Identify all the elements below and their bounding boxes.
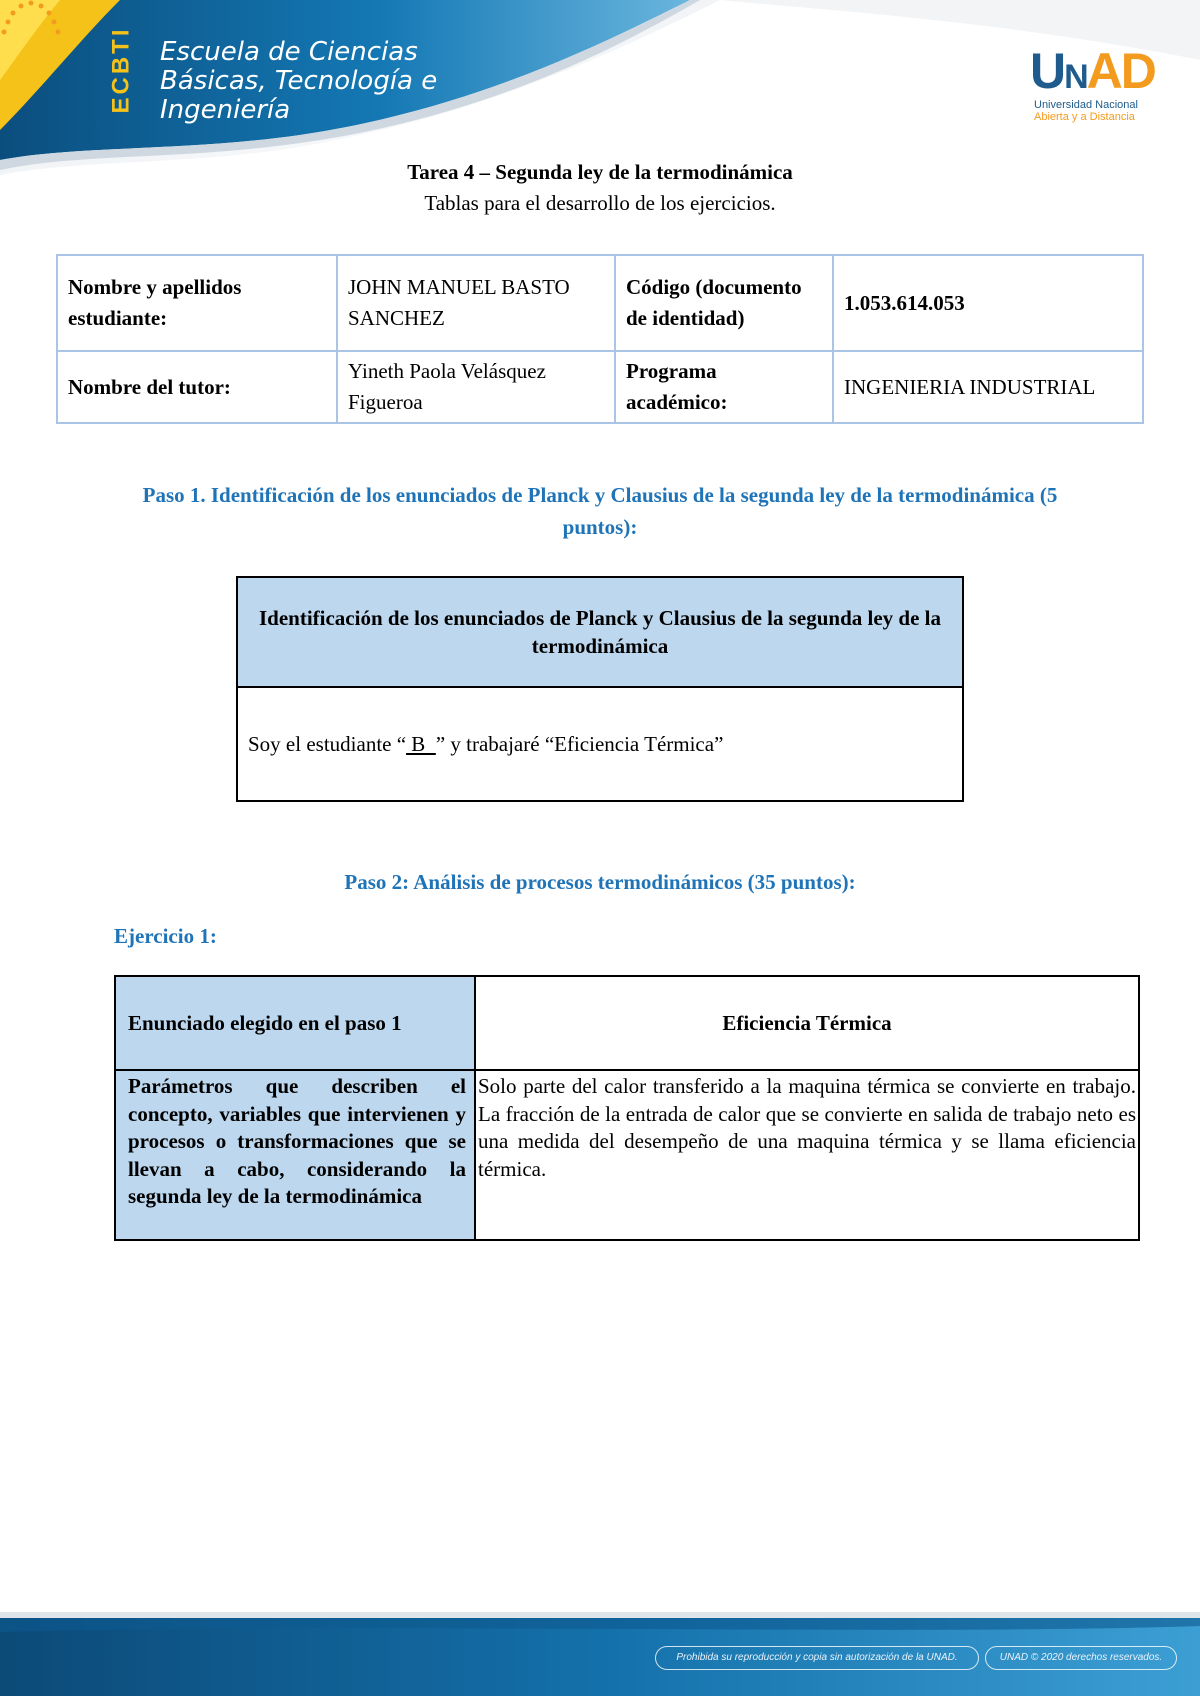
paso1-table (236, 576, 964, 802)
table-row (237, 577, 963, 687)
tutor-value: Yineth Paola Velásquez Figueroa (337, 351, 615, 423)
table-row (115, 1070, 1139, 1240)
code-label: Código (documento de identidad) (615, 255, 833, 351)
student-letter: B (406, 732, 436, 756)
parameters-value: Solo parte del calor transferido a la maquina térmica se convierte en trabajo. La fracción de la entrada de calor que se convierte en salida de trabajo neto es una medida del desempeño de una maquina térmica y se llama eficiencia térmica. (475, 1070, 1139, 1240)
chosen-statement-label: Enunciado elegido en el paso 1 (115, 976, 475, 1070)
page-header (0, 0, 1200, 220)
exercise-label: Ejercicio 1: (114, 924, 217, 948)
chosen-statement-value: Eficiencia Térmica (475, 976, 1139, 1070)
table-row (115, 976, 1139, 1070)
paso2-heading: Paso 2: Análisis de procesos termodinámicos (35 puntos): (344, 870, 856, 894)
paso1-table-header: Identificación de los enunciados de Planck y Clausius de la segunda ley de la termodinámica (237, 577, 963, 687)
tutor-label: Nombre del tutor: (57, 351, 337, 423)
student-choice-text: Soy el estudiante “ B ” y trabajaré “Eficiencia Térmica” (248, 732, 724, 756)
paso1-heading: Paso 1. Identificación de los enunciados de Planck y Clausius de la segunda ley de la termodinámica (5 puntos): (142, 483, 1058, 539)
unad-dots-icon (0, 0, 125, 100)
parameters-label: Parámetros que describen el concepto, variables que intervienen y procesos o transformaciones que se llevan a cabo, considerando la segunda ley de la termodinámica (115, 1070, 475, 1240)
name-label: Nombre y apellidos estudiante: (57, 255, 337, 351)
program-label: Programa académico: (615, 351, 833, 423)
paso1-table-body (237, 687, 963, 801)
footer-copyright: UNAD © 2020 derechos reservados. (985, 1646, 1177, 1670)
document-title: Tarea 4 – Segunda ley de la termodinámica (407, 160, 793, 184)
program-value: INGENIERIA INDUSTRIAL (833, 351, 1143, 423)
school-line-2: Básicas, Tecnología e (160, 66, 438, 96)
footer-notice: Prohibida su reproducción y copia sin autorización de la UNAD. (655, 1646, 979, 1670)
name-value: JOHN MANUEL BASTO SANCHEZ (337, 255, 615, 351)
code-value: 1.053.614.053 (833, 255, 1143, 351)
school-line-1: Escuela de Ciencias (160, 37, 418, 67)
ecbti-label: ECBTI (107, 26, 135, 114)
table-row (237, 687, 963, 801)
unad-wordmark: UNAD (1030, 43, 1155, 99)
student-info-table (56, 254, 1144, 424)
table-row (57, 351, 1143, 423)
unad-subtitle-1: Universidad Nacional (1034, 99, 1138, 111)
unad-subtitle-2: Abierta y a Distancia (1034, 111, 1135, 123)
table-row (57, 255, 1143, 351)
document-subtitle: Tablas para el desarrollo de los ejercicios. (424, 191, 776, 215)
school-line-3: Ingeniería (160, 95, 291, 125)
school-name (160, 38, 437, 125)
exercise1-table (114, 975, 1140, 1241)
